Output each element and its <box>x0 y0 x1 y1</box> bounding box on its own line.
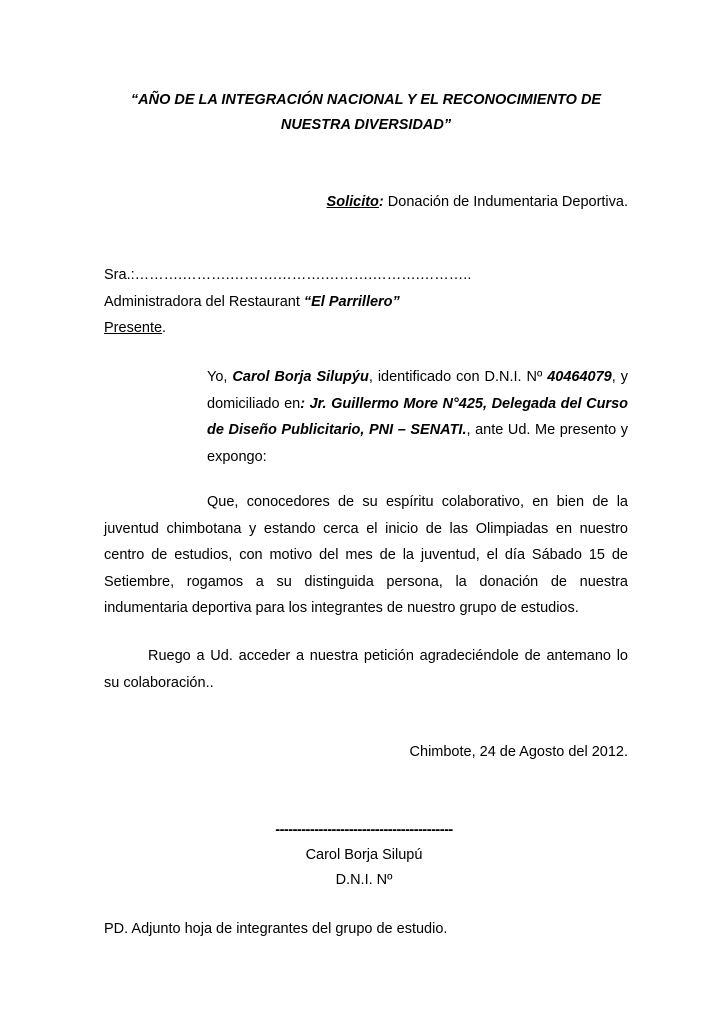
postscript: PD. Adjunto hoja de integrantes del grupo de estudio. <box>104 921 448 937</box>
addressee-position: Administradora del Restaurant <box>104 293 304 310</box>
intro-text-3: , y domiciliado en <box>207 369 628 412</box>
letter-heading <box>104 88 628 138</box>
letter-date: Chimbote, 24 de Agosto del 2012. <box>409 744 628 760</box>
addressee-name-line: Sra.:……….……….……….……….……….……….……….. <box>104 267 472 283</box>
request-paragraph: Que, conocedores de su espíritu colaborativo, en bien de la juventud chimbotana y estando cerca el inicio de las Olimpiadas en nuestro centro de estudios, con motivo del mes de la juventud, el día Sábado 15 de Setiembre, rogamos a su distinguida persona, la donación de nuestra indumentaria deportiva para los integrantes de nuestro grupo de estudios. <box>104 494 628 616</box>
signature-block <box>234 818 494 893</box>
subject-label: Solicito <box>326 194 379 210</box>
signature-line: ----------------------------------------- <box>275 822 453 838</box>
heading-line-1: “AÑO DE LA INTEGRACIÓN NACIONAL Y EL RECONOCIMIENTO DE <box>130 92 602 108</box>
intro-text-4: , ante Ud. Me presento y expongo: <box>207 422 628 465</box>
intro-text-2: , identificado con D.N.I. Nº <box>368 369 548 385</box>
subject-colon: : <box>378 194 384 210</box>
presente-dot: . <box>162 320 167 336</box>
sender-address: : Jr. Guillermo More N°425, Delegada del Curso de Diseño Publicitario, PNI – SENATI. <box>207 395 628 438</box>
subject-text: Donación de Indumentaria Deportiva. <box>383 194 628 210</box>
introduction-paragraph <box>207 364 628 470</box>
heading-line-2: NUESTRA DIVERSIDAD” <box>280 117 452 133</box>
presente-line <box>104 315 628 342</box>
sender-dni: 40464079 <box>547 369 612 385</box>
subject-line <box>104 191 628 213</box>
signature-name: Carol Borja Silupú <box>305 847 423 863</box>
addressee-position-line <box>104 289 628 316</box>
restaurant-name: “El Parrillero” <box>303 293 400 310</box>
closing-paragraph: Ruego a Ud. acceder a nuestra petición agradeciéndole de antemano lo su colaboración.. <box>104 648 628 691</box>
sender-name: Carol Borja Silupýu <box>232 369 369 385</box>
intro-text-1: Yo, <box>207 369 233 385</box>
signature-dni: D.N.I. Nº <box>335 872 393 888</box>
addressee-block <box>104 262 628 342</box>
presente-word: Presente <box>104 320 163 336</box>
